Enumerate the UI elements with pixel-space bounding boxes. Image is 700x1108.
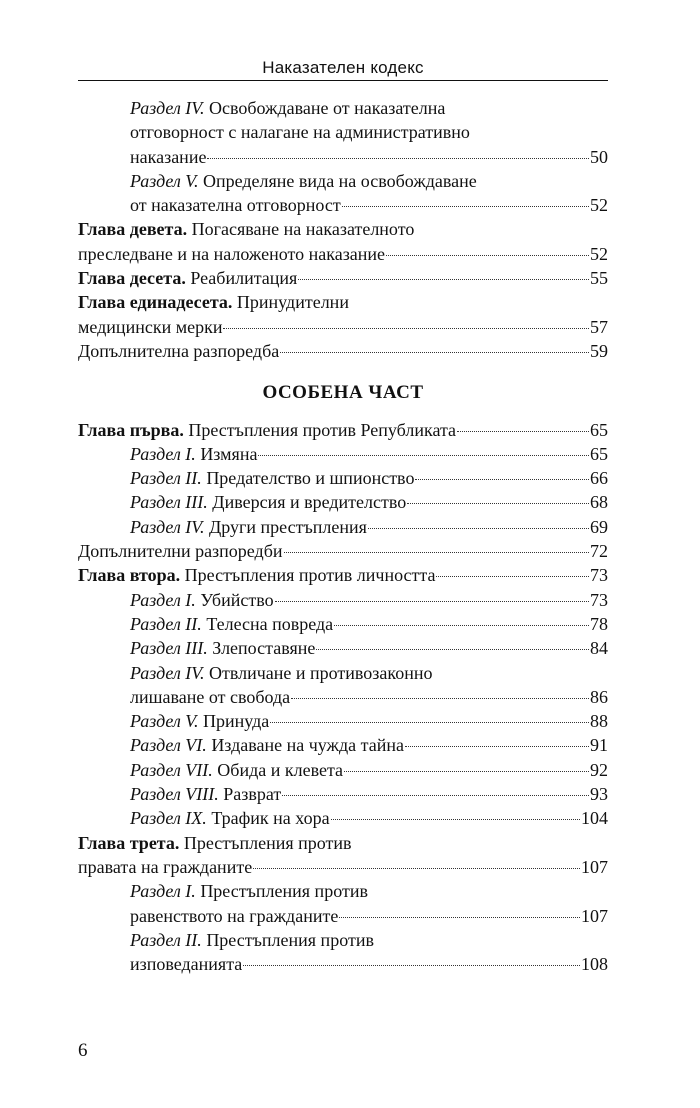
toc-entry-text bbox=[130, 122, 470, 142]
dot-leader bbox=[457, 431, 589, 432]
toc-page-number: 86 bbox=[590, 686, 608, 707]
dot-leader bbox=[386, 255, 589, 256]
toc-entry-text bbox=[130, 98, 445, 118]
toc-entry-text bbox=[130, 588, 274, 612]
toc-entry-line bbox=[78, 315, 608, 339]
toc-entry-text bbox=[78, 539, 283, 563]
toc-entry-text bbox=[78, 242, 385, 266]
toc-page-number: 59 bbox=[590, 340, 608, 361]
toc-page-number: 108 bbox=[581, 954, 608, 975]
toc-entry-label: Раздел V. bbox=[130, 170, 199, 191]
toc-entry-title: Трафик на хора bbox=[211, 808, 330, 829]
toc-entry-line bbox=[78, 242, 608, 266]
toc-entry-text bbox=[78, 855, 252, 879]
toc-entry bbox=[78, 169, 608, 218]
toc-entry-line bbox=[130, 879, 608, 903]
toc-entry bbox=[78, 806, 608, 830]
toc-entry-title: Принудителни bbox=[236, 292, 349, 313]
toc-entry-title: Определяне вида на освобождаване bbox=[202, 170, 477, 191]
toc-entry-text bbox=[78, 563, 435, 587]
toc-entry-text bbox=[130, 952, 242, 976]
toc-entry-line bbox=[130, 733, 608, 757]
dot-leader bbox=[291, 698, 589, 699]
toc-entry-line bbox=[130, 952, 608, 976]
dot-leader bbox=[405, 746, 589, 747]
toc-entry-line bbox=[78, 855, 608, 879]
toc-entry bbox=[78, 490, 608, 514]
toc-page-number: 52 bbox=[590, 243, 608, 264]
toc-entry-label: Раздел IV. bbox=[130, 662, 205, 683]
dot-leader bbox=[280, 352, 589, 353]
toc-entry-label: Раздел III. bbox=[130, 638, 208, 659]
toc-entry-label: Раздел IV. bbox=[130, 98, 205, 118]
toc-entry bbox=[78, 733, 608, 757]
toc-entry-label: Раздел I. bbox=[130, 443, 196, 464]
toc-entry-label: Раздел II. bbox=[130, 929, 202, 950]
toc-entry-label: Раздел II. bbox=[130, 613, 202, 634]
toc-entry-title: Освобождаване от наказателна bbox=[208, 98, 446, 118]
toc-entry-title: преследване и на наложеното наказание bbox=[78, 243, 386, 264]
toc-entry bbox=[78, 588, 608, 612]
toc-page-number: 84 bbox=[590, 638, 608, 659]
toc-entry-label: Раздел I. bbox=[130, 589, 196, 610]
dot-leader bbox=[253, 868, 580, 869]
toc-entry-line bbox=[78, 339, 608, 363]
toc-entry-title: равенството на гражданите bbox=[130, 905, 339, 926]
toc-entry-label: Глава първа. bbox=[78, 419, 184, 440]
toc-entry bbox=[78, 636, 608, 660]
dot-leader bbox=[258, 455, 589, 456]
toc-entry bbox=[78, 612, 608, 636]
toc-entry-title: Принуда bbox=[202, 711, 270, 732]
dot-leader bbox=[339, 917, 580, 918]
dot-leader bbox=[223, 328, 589, 329]
toc-entry bbox=[78, 466, 608, 490]
toc-entry-text bbox=[78, 292, 349, 312]
toc-entry-text bbox=[130, 904, 338, 928]
toc-entry-text bbox=[78, 833, 352, 853]
toc-entry-text bbox=[130, 733, 404, 757]
toc-entry bbox=[78, 928, 608, 977]
toc-page-number: 73 bbox=[590, 589, 608, 610]
toc-entry-label: Раздел II. bbox=[130, 468, 202, 489]
dot-leader bbox=[407, 503, 589, 504]
toc-entry-title: от наказателна отговорност bbox=[130, 195, 341, 216]
toc-page-number: 52 bbox=[590, 195, 608, 216]
toc-page-number: 107 bbox=[581, 856, 608, 877]
toc-entry-line bbox=[130, 588, 608, 612]
toc-entry-title: Допълнителна разпоредба bbox=[78, 340, 280, 361]
toc-page-number: 66 bbox=[590, 468, 608, 489]
dot-leader bbox=[275, 601, 589, 602]
toc-entry-text bbox=[78, 266, 297, 290]
toc-entry bbox=[78, 96, 608, 169]
toc-entry bbox=[78, 339, 608, 363]
toc-entry-line bbox=[130, 442, 608, 466]
dot-leader bbox=[436, 576, 589, 577]
toc-entry-label: Раздел VII. bbox=[130, 759, 213, 780]
page-number: 6 bbox=[78, 1040, 88, 1061]
general-part-tail bbox=[78, 96, 608, 363]
toc-page-number: 69 bbox=[590, 516, 608, 537]
toc-entry bbox=[78, 709, 608, 733]
toc-entry-text bbox=[130, 490, 406, 514]
toc-entry-title: Телесна повреда bbox=[206, 613, 334, 634]
toc-page-number: 50 bbox=[590, 146, 608, 167]
toc-page-number: 104 bbox=[581, 808, 608, 829]
toc-entry-text bbox=[130, 930, 374, 950]
toc-entry-title: отговорност с налагане на административно bbox=[130, 122, 470, 143]
toc-page-number: 65 bbox=[590, 419, 608, 440]
toc-entry-label: Глава десета. bbox=[78, 268, 186, 289]
toc-entry-line bbox=[130, 685, 608, 709]
dot-leader bbox=[298, 279, 589, 280]
toc-entry-label: Раздел IV. bbox=[130, 516, 205, 537]
toc-entry bbox=[78, 831, 608, 880]
dot-leader bbox=[316, 649, 589, 650]
dot-leader bbox=[344, 771, 589, 772]
toc-entry-title: Злепоставяне bbox=[212, 638, 316, 659]
toc-entry-title: Диверсия и вредителство bbox=[212, 492, 407, 513]
toc-entry-line bbox=[78, 831, 608, 855]
toc-entry-title: наказание bbox=[130, 146, 207, 167]
toc-entry-text bbox=[78, 339, 279, 363]
toc-page-number: 78 bbox=[590, 613, 608, 634]
toc-entry-label: Раздел I. bbox=[130, 881, 196, 902]
toc-entry bbox=[78, 879, 608, 928]
toc-entry-title: Разврат bbox=[223, 784, 282, 805]
toc-entry-line bbox=[130, 636, 608, 660]
toc-entry bbox=[78, 782, 608, 806]
toc-entry-line bbox=[130, 490, 608, 514]
dot-leader bbox=[331, 819, 580, 820]
toc-entry-title: Престъпления против bbox=[183, 832, 352, 853]
toc-entry-text bbox=[130, 806, 330, 830]
toc-entry bbox=[78, 539, 608, 563]
toc-page-number: 72 bbox=[590, 541, 608, 562]
toc-entry-line bbox=[130, 169, 608, 193]
toc-entry-text bbox=[130, 709, 269, 733]
toc-page-number: 65 bbox=[590, 443, 608, 464]
toc-page-number: 73 bbox=[590, 565, 608, 586]
toc-entry-text bbox=[130, 442, 257, 466]
dot-leader bbox=[284, 552, 589, 553]
toc-entry-title: Обида и клевета bbox=[217, 759, 344, 780]
toc-entry-label: Раздел V. bbox=[130, 711, 199, 732]
toc-page-number: 88 bbox=[590, 711, 608, 732]
toc-entry-line bbox=[78, 539, 608, 563]
toc-entry-title: Престъпления против bbox=[200, 881, 368, 902]
toc-entry-line bbox=[78, 563, 608, 587]
toc-entry-label: Раздел IX. bbox=[130, 808, 207, 829]
toc-entry-line bbox=[130, 806, 608, 830]
toc-entry-title: лишаване от свобода bbox=[130, 686, 291, 707]
toc-entry-title: правата на гражданите bbox=[78, 856, 253, 877]
toc-entry-line bbox=[130, 515, 608, 539]
toc-entry-line bbox=[130, 661, 608, 685]
toc-entry-line bbox=[130, 193, 608, 217]
toc-entry-line bbox=[78, 290, 608, 314]
toc-entry-line bbox=[130, 145, 608, 169]
toc-entry-title: Престъпления против Републиката bbox=[188, 419, 457, 440]
toc-entry-title: Погасяване на наказателното bbox=[191, 219, 415, 240]
toc-entry-title: Допълнителни разпоредби bbox=[78, 541, 283, 562]
toc-entry-text bbox=[130, 758, 343, 782]
table-of-contents bbox=[78, 96, 608, 976]
toc-entry-line bbox=[130, 612, 608, 636]
toc-entry-title: Издаване на чужда тайна bbox=[211, 735, 404, 756]
toc-entry-title: изповеданията bbox=[130, 954, 243, 975]
toc-entry-title: Убийство bbox=[200, 589, 274, 610]
dot-leader bbox=[207, 158, 589, 159]
toc-entry-title: Престъпления против bbox=[206, 929, 374, 950]
dot-leader bbox=[334, 625, 589, 626]
toc-entry-label: Глава единадесета. bbox=[78, 292, 233, 313]
toc-entry-label: Глава девета. bbox=[78, 219, 188, 240]
toc-entry-line bbox=[130, 758, 608, 782]
toc-entry bbox=[78, 266, 608, 290]
toc-entry-text bbox=[130, 612, 333, 636]
toc-entry bbox=[78, 217, 608, 266]
toc-entry-text bbox=[130, 636, 315, 660]
toc-entry bbox=[78, 515, 608, 539]
toc-entry-line bbox=[78, 418, 608, 442]
toc-page-number: 91 bbox=[590, 735, 608, 756]
toc-entry bbox=[78, 442, 608, 466]
toc-entry-line bbox=[130, 782, 608, 806]
toc-entry bbox=[78, 563, 608, 587]
toc-page-number: 92 bbox=[590, 759, 608, 780]
toc-entry bbox=[78, 418, 608, 442]
section-title-special-part: ОСОБЕНА ЧАСТ bbox=[262, 382, 424, 404]
dot-leader bbox=[243, 965, 580, 966]
toc-entry-label: Глава трета. bbox=[78, 832, 180, 853]
toc-entry bbox=[78, 661, 608, 710]
toc-entry-title: медицински мерки bbox=[78, 316, 223, 337]
toc-entry bbox=[78, 290, 608, 339]
toc-entry-title: Предателство и шпионство bbox=[206, 468, 415, 489]
toc-entry-text bbox=[130, 685, 290, 709]
toc-entry bbox=[78, 758, 608, 782]
toc-entry-text bbox=[130, 881, 368, 901]
toc-entry-line bbox=[130, 466, 608, 490]
toc-entry-text bbox=[130, 515, 367, 539]
toc-entry-title: Отвличане и противозаконно bbox=[208, 662, 433, 683]
toc-entry-text bbox=[130, 466, 414, 490]
toc-page-number: 107 bbox=[581, 905, 608, 926]
toc-page-number: 57 bbox=[590, 316, 608, 337]
toc-entry-label: Раздел VIII. bbox=[130, 784, 219, 805]
toc-entry-label: Раздел III. bbox=[130, 492, 208, 513]
dot-leader bbox=[342, 206, 589, 207]
dot-leader bbox=[282, 795, 589, 796]
header-rule bbox=[78, 80, 608, 81]
toc-entry-text bbox=[78, 219, 414, 239]
toc-entry-text bbox=[130, 663, 433, 683]
toc-entry-text bbox=[130, 782, 281, 806]
toc-entry-text bbox=[78, 315, 222, 339]
toc-entry-title: Реабилитация bbox=[190, 268, 298, 289]
toc-entry-text bbox=[130, 193, 341, 217]
toc-entry-title: Престъпления против личността bbox=[184, 565, 436, 586]
toc-entry-label: Глава втора. bbox=[78, 565, 181, 586]
toc-page-number: 93 bbox=[590, 784, 608, 805]
dot-leader bbox=[368, 528, 589, 529]
toc-entry-line bbox=[130, 120, 608, 144]
toc-entry-label: Раздел VI. bbox=[130, 735, 207, 756]
toc-entry-title: Измяна bbox=[200, 443, 258, 464]
special-part-entries bbox=[78, 418, 608, 977]
dot-leader bbox=[270, 722, 589, 723]
toc-entry-text bbox=[130, 171, 477, 191]
toc-entry-line bbox=[130, 709, 608, 733]
toc-page-number: 55 bbox=[590, 268, 608, 289]
toc-entry-line bbox=[78, 266, 608, 290]
toc-entry-title: Други престъпления bbox=[208, 516, 367, 537]
toc-entry-text bbox=[78, 418, 456, 442]
dot-leader bbox=[415, 479, 589, 480]
toc-entry-text bbox=[130, 145, 206, 169]
toc-entry-line bbox=[130, 904, 608, 928]
toc-entry-line bbox=[130, 96, 608, 120]
toc-entry-line bbox=[78, 217, 608, 241]
toc-entry-line bbox=[130, 928, 608, 952]
running-header: Наказателен кодекс bbox=[262, 58, 424, 77]
toc-page-number: 68 bbox=[590, 492, 608, 513]
